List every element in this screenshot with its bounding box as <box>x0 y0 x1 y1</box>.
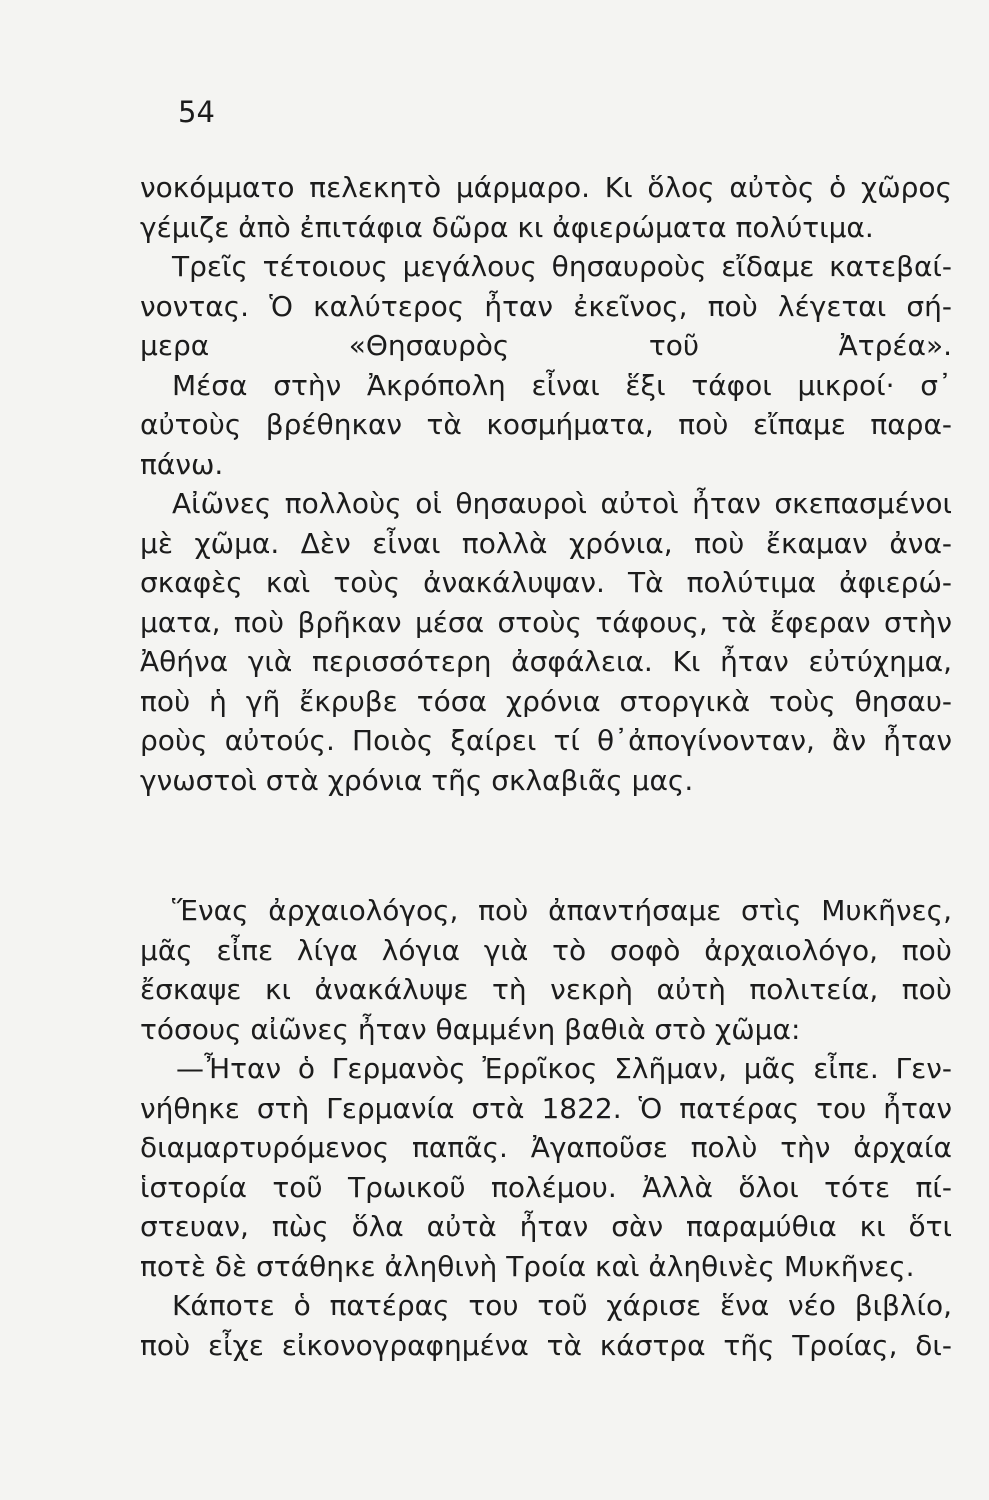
text-line: Αἰῶνες πολλοὺς οἱ θησαυροὶ αὐτοὶ ἦταν σκεπασμένοι <box>172 487 952 520</box>
text-line: ποτὲ δὲ στάθηκε ἀληθινὴ Τροία καὶ ἀληθινὲς Μυκῆνες. <box>140 1249 915 1283</box>
text-line: αὐτοὺς βρέθηκαν τὰ κοσμήματα, ποὺ εἴπαμε παρα- <box>140 408 952 441</box>
text-line: ροὺς αὐτούς. Ποιὸς ξαίρει τί θ᾽ἀπογίνονταν, ἂν ἦταν <box>140 724 952 757</box>
text-line: μᾶς εἶπε λίγα λόγια γιὰ τὸ σοφὸ ἀρχαιολόγο, ποὺ <box>140 933 952 967</box>
text-line: Κάποτε ὁ πατέρας του τοῦ χάρισε ἕνα νέο βιβλίο, <box>172 1289 952 1322</box>
text-block-ancient-treasures <box>140 168 952 800</box>
text-line: ποὺ ἡ γῆ ἔκρυβε τόσα χρόνια στοργικὰ τοὺς θησαυ- <box>140 684 952 718</box>
text-line: τόσους αἰῶνες ἦταν θαμμένη βαθιὰ στὸ χῶμα: <box>140 1012 801 1046</box>
text-line: γέμιζε ἀπὸ ἐπιτάφια δῶρα κι ἀφιερώματα πολύτιμα. <box>140 210 874 244</box>
text-line: νοντας. Ὁ καλύτερος ἦταν ἐκεῖνος, ποὺ λέγεται σή- <box>140 289 952 323</box>
text-line: πάνω. <box>140 447 224 481</box>
text-line: μερα «Θησαυρὸς τοῦ Ἀτρέα». <box>140 329 952 362</box>
text-line: γνωστοὶ στὰ χρόνια τῆς σκλαβιᾶς μας. <box>140 763 694 797</box>
text-line: ποὺ εἶχε εἰκονογραφημένα τὰ κάστρα τῆς Τροίας, δι- <box>140 1328 952 1362</box>
text-line: Ἀθήνα γιὰ περισσότερη ἀσφάλεια. Κι ἦταν εὐτύχημα, <box>140 645 952 678</box>
text-line: —Ἦταν ὁ Γερμανὸς Ἐρρῖκος Σλῆμαν, μᾶς εἶπε. Γεν- <box>176 1052 952 1085</box>
text-line: ἔσκαψε κι ἀνακάλυψε τὴ νεκρὴ αὐτὴ πολιτεία, ποὺ <box>140 973 952 1006</box>
text-line: Τρεῖς τέτοιους μεγάλους θησαυροὺς εἴδαμε κατεβαί- <box>172 250 952 283</box>
text-line: Ἕνας ἀρχαιολόγος, ποὺ ἀπαντήσαμε στὶς Μυκῆνες, <box>172 894 952 927</box>
text-line: μὲ χῶμα. Δὲν εἶναι πολλὰ χρόνια, ποὺ ἔκαμαν ἀνα- <box>140 526 952 560</box>
text-line: ἱστορία τοῦ Τρωικοῦ πολέμου. Ἀλλὰ ὅλοι τότε πί- <box>140 1170 952 1204</box>
text-line: νήθηκε στὴ Γερμανία στὰ 1822. Ὁ πατέρας του ἦταν <box>140 1091 952 1125</box>
text-line: νοκόμματο πελεκητὸ μάρμαρο. Κι ὅλος αὐτὸς ὁ χῶρος <box>140 171 952 204</box>
page-number: 54 <box>178 95 215 129</box>
text-line: στευαν, πὼς ὅλα αὐτὰ ἦταν σὰν παραμύθια κι ὅτι <box>140 1210 952 1243</box>
text-line: Μέσα στὴν Ἀκρόπολη εἶναι ἕξι τάφοι μικροί· σ᾽ <box>172 368 952 402</box>
text-line: διαμαρτυρόμενος παπᾶς. Ἀγαποῦσε πολὺ τὴν ἀρχαία <box>140 1131 952 1164</box>
text-line: ματα, ποὺ βρῆκαν μέσα στοὺς τάφους, τὰ ἔφεραν στὴν <box>140 605 952 639</box>
text-block-schliemann <box>140 891 952 1365</box>
text-line: σκαφὲς καὶ τοὺς ἀνακάλυψαν. Τὰ πολύτιμα ἀφιερώ- <box>140 566 952 599</box>
